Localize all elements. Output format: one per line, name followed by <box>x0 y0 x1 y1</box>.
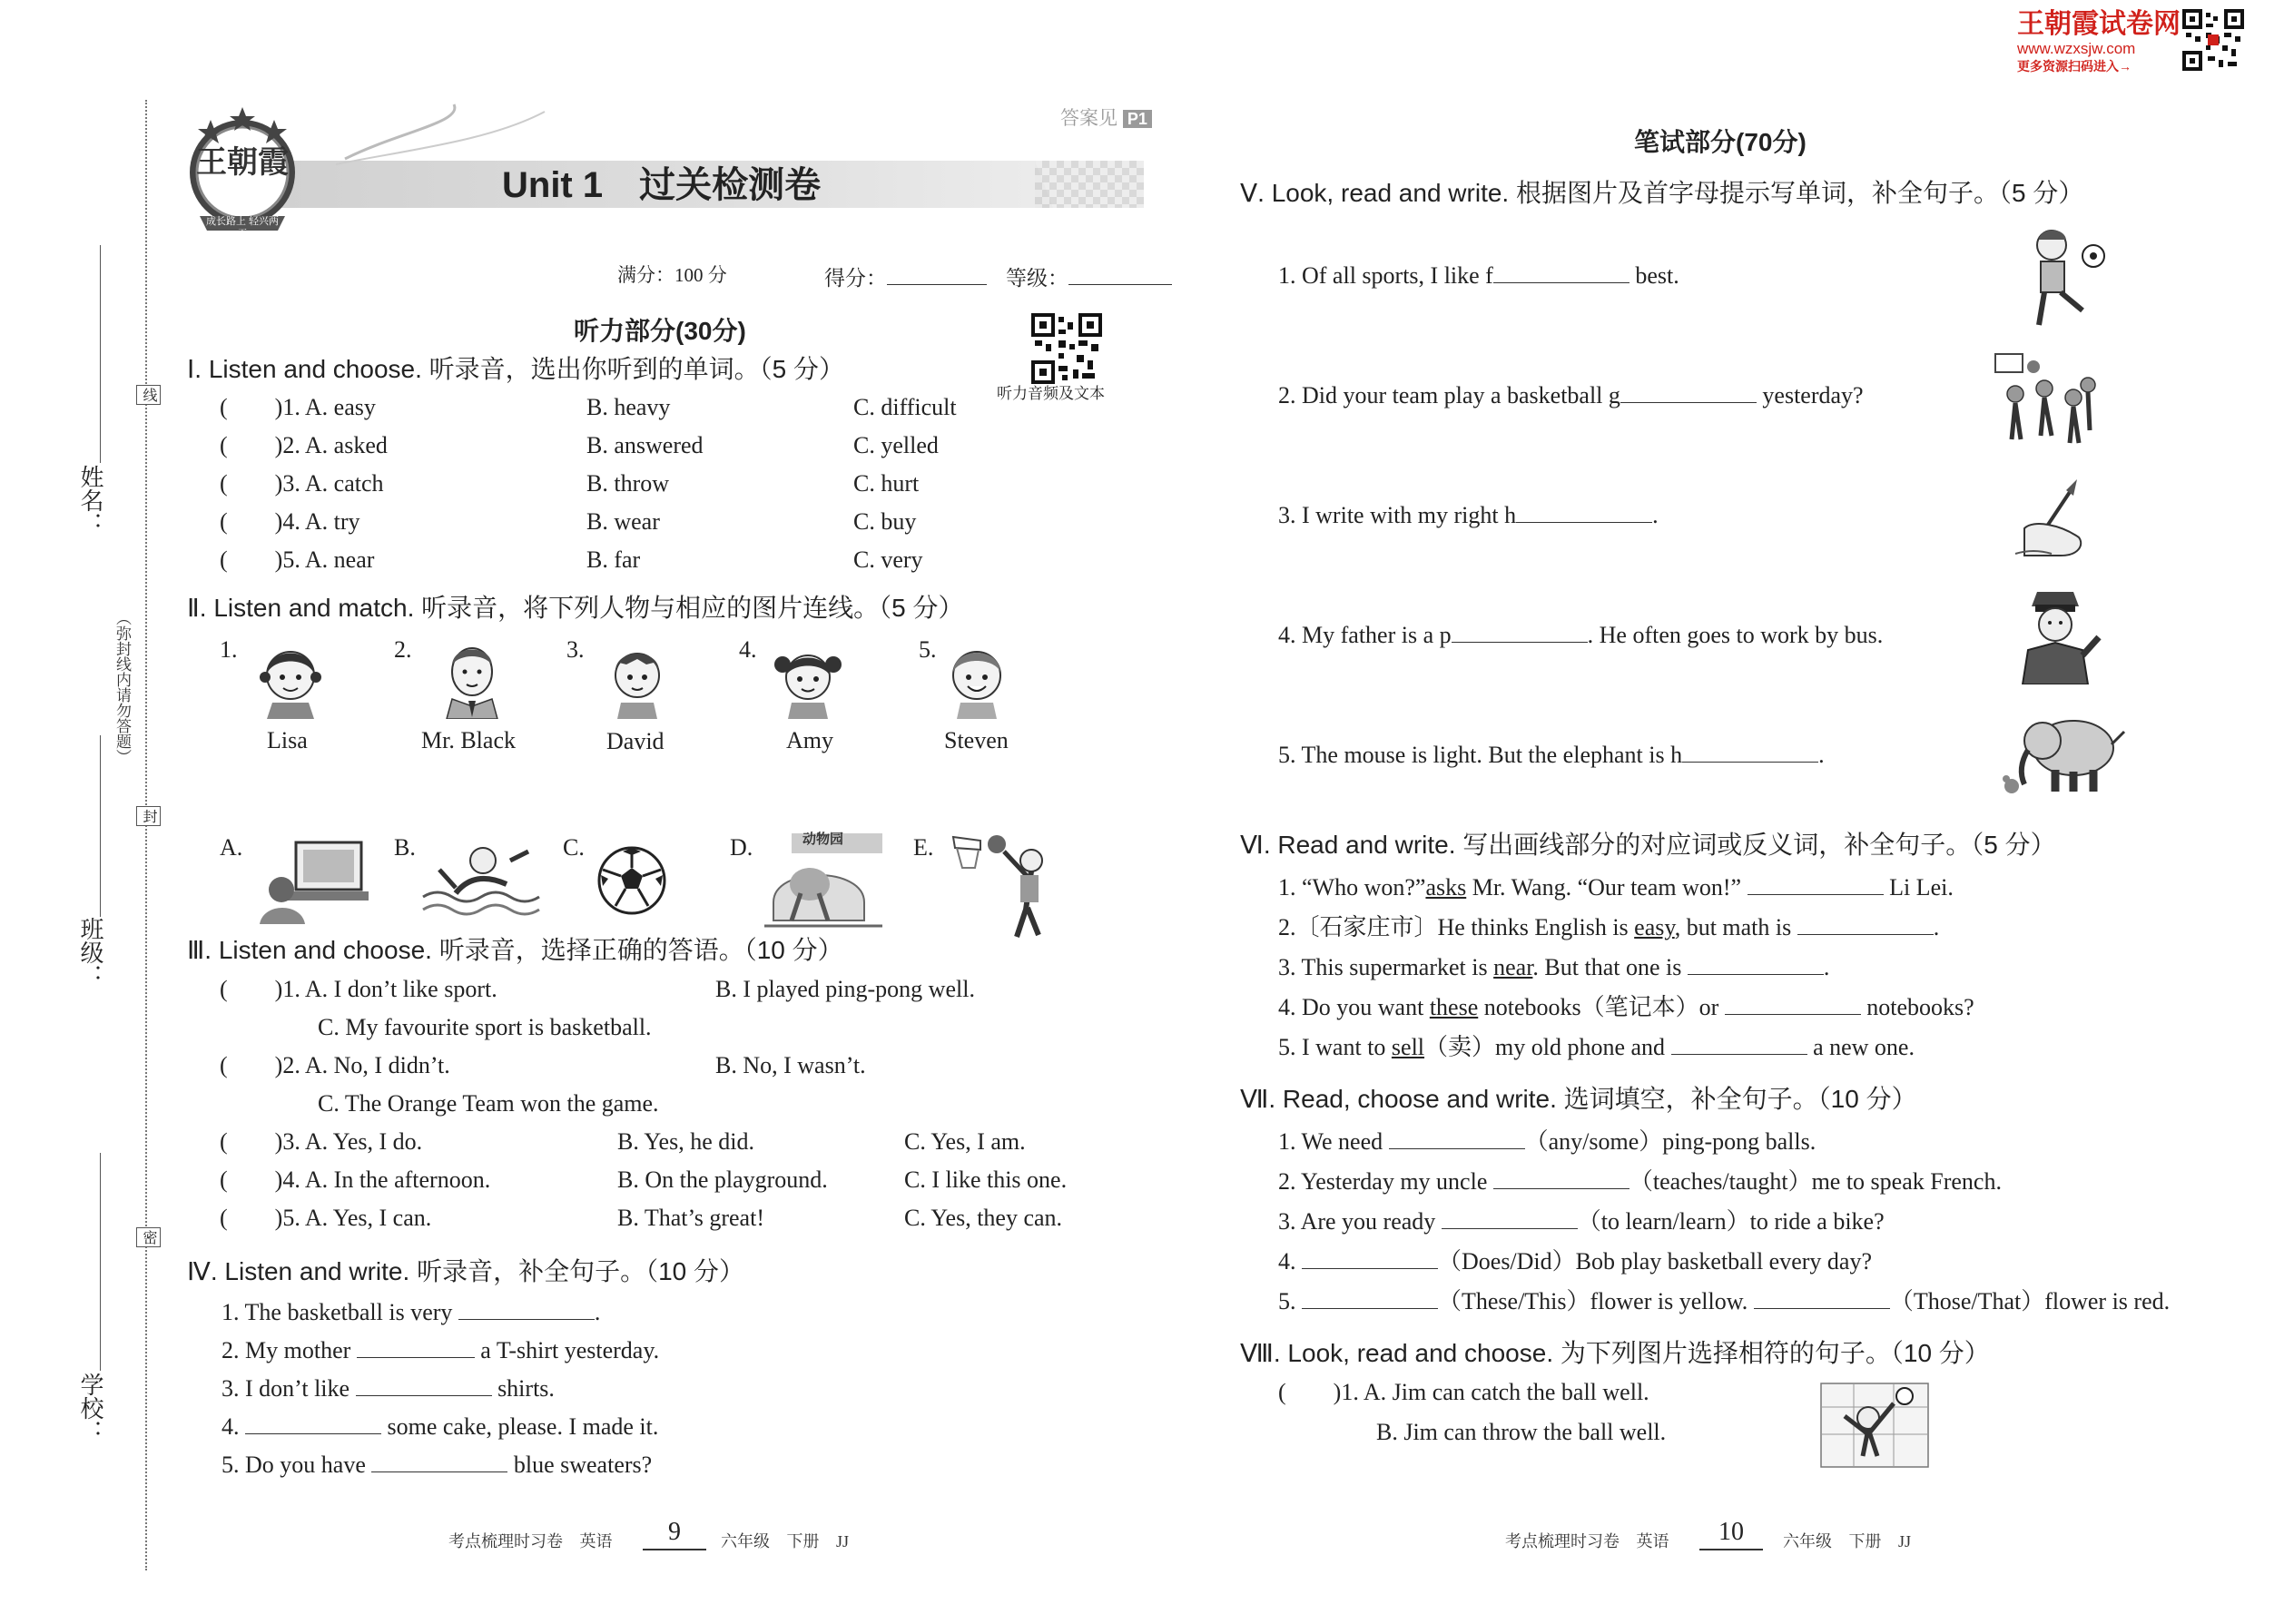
sec4-l5-end: blue sweaters? <box>513 1452 653 1478</box>
sec7-l1-text: 1. We need <box>1278 1128 1383 1155</box>
qr-caption: 听力音频及文本 <box>997 385 1105 402</box>
sec1-q4-b[interactable]: B. wear <box>586 508 660 535</box>
name-line <box>100 245 101 463</box>
sec7-l5-end: （Those/That）flower is red. <box>1889 1288 2171 1314</box>
name-label: 姓名： <box>77 465 104 536</box>
school-line <box>100 1153 101 1371</box>
sec7-line-2 <box>1278 1166 2002 1196</box>
sec6-l5-mid: （卖）my old phone and <box>1424 1034 1666 1060</box>
sec4-heading: Ⅳ. Listen and write. 听录音，补全句子。（10 分） <box>187 1257 744 1285</box>
elephant-mouse-icon[interactable] <box>1997 704 2132 795</box>
sec6-l5-underlined: sell <box>1391 1034 1425 1060</box>
logo-text: 王朝霞 <box>196 144 289 181</box>
sec7-line-1 <box>1278 1126 1816 1156</box>
footer-left-page: 9 <box>668 1518 681 1546</box>
football-player-icon[interactable] <box>2015 223 2106 332</box>
binding-line <box>145 100 147 1570</box>
sec6-heading: Ⅵ. Read and write. 写出画线部分的对应词或反义词，补全句子。（5 分） <box>1240 831 2056 859</box>
answer-page-badge: P1 <box>1123 110 1152 128</box>
sec5-l3-end: . <box>1652 502 1659 528</box>
sec3-q3-c[interactable]: C. Yes, I am. <box>904 1128 1026 1155</box>
footer-left <box>448 1530 613 1552</box>
grade-label: 等级： <box>1006 266 1068 290</box>
sec8-heading: Ⅷ. Look, read and choose. 为下列图片选择相符的句子。（10 分） <box>1240 1339 1990 1367</box>
sec5-line-2 <box>1278 379 1864 410</box>
footer-right-book: 考点梳理时习卷 <box>1505 1532 1620 1550</box>
brand-block <box>2017 9 2181 74</box>
footer-left-book: 考点梳理时习卷 <box>448 1532 563 1550</box>
class-label: 班级： <box>77 917 104 988</box>
full-score: 满分：100 分 <box>617 264 727 286</box>
sec5-l1-blank[interactable] <box>1493 260 1629 283</box>
swimming-icon[interactable] <box>419 833 541 924</box>
sec6-l2-mid: , but math is <box>1674 914 1792 940</box>
logo-slogan: 成长路上 轻兴两天 <box>205 216 280 240</box>
sec6-l2-text: 2.〔石家庄市〕He thinks English is <box>1278 914 1629 940</box>
sec6-l4-text: 4. Do you want <box>1278 994 1424 1020</box>
written-title: 笔试部分(70分) <box>1634 128 1807 156</box>
person-4-name: Amy <box>786 727 833 753</box>
sec3-q4-b[interactable]: B. On the playground. <box>617 1166 828 1193</box>
sec1-q5-c[interactable]: C. very <box>853 546 923 573</box>
picture-b-label: B. <box>394 834 416 861</box>
person-1-name: Lisa <box>267 727 308 753</box>
sec2-heading: Ⅱ. Listen and match. 听录音，将下列人物与相应的图片连线。（5 分） <box>187 594 964 622</box>
sec4-l2-blank[interactable] <box>357 1334 475 1358</box>
footer-left-meta <box>721 1530 849 1552</box>
sec4-line-5 <box>222 1449 652 1480</box>
sec6-l4-underlined: these <box>1429 994 1479 1020</box>
sec6-l4-end: notebooks? <box>1866 994 1974 1020</box>
footer-right-page-box <box>1699 1518 1763 1550</box>
sec8-q1[interactable]: ( )1. A. Jim can catch the ball well. <box>1278 1379 1649 1405</box>
sec1-q4-c[interactable]: C. buy <box>853 508 917 535</box>
sec5-l1-text: 1. Of all sports, I like f <box>1278 262 1493 289</box>
sec3-q3[interactable]: ( )3. A. Yes, I do. <box>220 1128 423 1155</box>
sec4-l4-end: some cake, please. I made it. <box>387 1413 659 1440</box>
sec6-line-2 <box>1278 911 1939 942</box>
sec7-line-4 <box>1278 1245 1872 1276</box>
sec6-l1-end: Li Lei. <box>1889 874 1954 901</box>
catching-ball-icon[interactable] <box>1817 1380 1932 1471</box>
sec7-l5-blank-2[interactable] <box>1754 1285 1890 1309</box>
sec6-line-3 <box>1278 951 1829 982</box>
sec4-l1-blank[interactable] <box>458 1296 595 1320</box>
footer-right-page: 10 <box>1718 1518 1744 1546</box>
sec3-q2-b[interactable]: B. No, I wasn’t. <box>715 1052 866 1078</box>
sec7-l4-text: 4. <box>1278 1248 1296 1275</box>
binding-mark-seal: 封 <box>136 806 161 826</box>
sec3-q5-b[interactable]: B. That’s great! <box>617 1205 764 1231</box>
sec5-l4-blank[interactable] <box>1452 619 1588 643</box>
sec1-q3-b[interactable]: B. throw <box>586 470 669 497</box>
footer-right-grade: 六年级 <box>1783 1532 1832 1550</box>
sec7-l3-end: （to learn/learn）to ride a bike? <box>1577 1208 1885 1235</box>
sec4-line-4 <box>222 1411 658 1442</box>
binding-mark-secret: 密 <box>136 1227 161 1247</box>
sec1-heading: Ⅰ. Listen and choose. 听录音，选出你听到的单词。（5 分） <box>187 355 845 383</box>
sec1-q1-b[interactable]: B. heavy <box>586 394 671 420</box>
footer-left-term: 下册 <box>786 1532 820 1550</box>
sec6-l3-blank[interactable] <box>1688 951 1824 975</box>
sec6-line-4 <box>1278 991 1974 1022</box>
person-5-num: 5. <box>919 636 937 663</box>
sec8-q1-b[interactable]: B. Jim can throw the ball well. <box>1376 1419 1667 1445</box>
sec5-line-5 <box>1278 739 1825 770</box>
class-line <box>100 735 101 917</box>
watching-tv-icon[interactable] <box>251 833 369 924</box>
sec5-l5-text: 5. The mouse is light. But the elephant is h <box>1278 742 1683 768</box>
sec4-l5-text: 5. Do you have <box>222 1452 366 1478</box>
boy-smile-icon[interactable] <box>940 637 1013 719</box>
sec6-l2-underlined: easy <box>1634 914 1675 940</box>
footer-left-subject: 英语 <box>579 1532 613 1550</box>
sec6-l3-mid: . But that one is <box>1532 954 1682 980</box>
sec1-q5[interactable]: ( )5. A. near <box>220 546 375 573</box>
footer-right <box>1505 1530 1669 1552</box>
footer-right-edition: JJ <box>1898 1532 1912 1550</box>
sec7-l5-text: 5. <box>1278 1288 1296 1314</box>
binding-mark-line: 线 <box>136 385 161 405</box>
sec3-q4-c[interactable]: C. I like this one. <box>904 1166 1068 1193</box>
person-2-name: Mr. Black <box>421 727 516 753</box>
sec7-l2-end: （teaches/taught）me to speak French. <box>1629 1168 2002 1195</box>
grade-field[interactable] <box>1006 261 1172 290</box>
person-5-name: Steven <box>944 727 1009 753</box>
sec7-l3-text: 3. Are you ready <box>1278 1208 1436 1235</box>
sec6-l3-text: 3. This supermarket is <box>1278 954 1488 980</box>
sec1-q3-c[interactable]: C. hurt <box>853 470 920 497</box>
score-field[interactable] <box>824 261 987 290</box>
footer-right-meta <box>1783 1530 1911 1552</box>
sec5-l3-blank[interactable] <box>1516 499 1652 523</box>
person-3-name: David <box>606 728 665 754</box>
sec7-l4-blank[interactable] <box>1302 1245 1438 1269</box>
sec4-line-3 <box>222 1373 555 1403</box>
sec7-l5-mid: （These/This）flower is yellow. <box>1438 1288 1748 1314</box>
sec1-q3[interactable]: ( )3. A. catch <box>220 470 384 497</box>
sec6-l2-end: . <box>1933 914 1940 940</box>
site-hint: 更多资源扫码进入→ <box>2017 59 2132 74</box>
person-1-num: 1. <box>220 636 238 663</box>
sec4-l1-end: . <box>594 1299 601 1325</box>
sec5-l2-text: 2. Did your team play a basketball g <box>1278 382 1620 408</box>
sec4-l2-end: a T-shirt yesterday. <box>480 1337 660 1363</box>
sec7-l2-blank[interactable] <box>1493 1166 1629 1189</box>
sec5-line-4 <box>1278 619 1883 650</box>
picture-e-label: E. <box>913 834 934 861</box>
sec7-heading: Ⅶ. Read, choose and write. 选词填空，补全句子。（10 分） <box>1240 1085 1917 1113</box>
score-label: 得分： <box>824 266 887 290</box>
site-url: www.wzxsjw.com <box>2017 40 2136 57</box>
sec5-l5-end: . <box>1818 742 1825 768</box>
listening-qr-icon[interactable] <box>1031 313 1102 384</box>
sec3-q2[interactable]: ( )2. A. No, I didn’t. <box>220 1052 450 1078</box>
score-blank[interactable] <box>887 261 987 285</box>
picture-c-label: C. <box>563 834 585 861</box>
sec6-l4-mid: notebooks（笔记本）or <box>1483 994 1719 1020</box>
sec5-l4-text: 4. My father is a p <box>1278 622 1452 648</box>
sec5-l4-end: . He often goes to work by bus. <box>1587 622 1884 648</box>
sec1-q1[interactable]: ( )1. A. easy <box>220 394 376 420</box>
sec7-l2-text: 2. Yesterday my uncle <box>1278 1168 1488 1195</box>
answer-ref <box>1060 107 1152 131</box>
grade-blank[interactable] <box>1068 261 1172 285</box>
sec7-l5-blank-1[interactable] <box>1302 1285 1438 1309</box>
sec6-l5-blank[interactable] <box>1671 1031 1807 1055</box>
person-2-num: 2. <box>394 636 412 663</box>
sec4-l3-blank[interactable] <box>356 1373 492 1396</box>
sec4-l1-text: 1. The basketball is very <box>222 1299 453 1325</box>
site-name: 王朝霞试卷网 <box>2017 9 2181 39</box>
sec3-q1-b[interactable]: B. I played ping-pong well. <box>715 976 975 1002</box>
sec5-l3-text: 3. I write with my right h <box>1278 502 1517 528</box>
sec5-l2-blank[interactable] <box>1620 379 1757 403</box>
sec6-l2-blank[interactable] <box>1797 911 1934 935</box>
sec6-l3-end: . <box>1823 954 1830 980</box>
page-title: Unit 1 过关检测卷 <box>502 165 822 205</box>
man-face-icon[interactable] <box>438 637 507 719</box>
sec3-q5[interactable]: ( )5. A. Yes, I can. <box>220 1205 432 1231</box>
sec4-l3-text: 3. I don’t like <box>222 1375 350 1402</box>
answer-ref-text: 答案见 <box>1060 108 1117 129</box>
footer-left-edition: JJ <box>836 1532 850 1550</box>
police-officer-icon[interactable] <box>2004 583 2106 684</box>
sec7-l3-blank[interactable] <box>1442 1206 1578 1229</box>
footer-right-subject: 英语 <box>1636 1532 1669 1550</box>
sec4-l5-blank[interactable] <box>371 1449 507 1472</box>
sec5-heading: Ⅴ. Look, read and write. 根据图片及首字母提示写单词，补全句子。（5 分） <box>1240 179 2084 207</box>
basketball-game-icon[interactable] <box>1988 349 2106 448</box>
sec1-q2-b[interactable]: B. answered <box>586 432 704 458</box>
footer-left-grade: 六年级 <box>721 1532 770 1550</box>
sec3-q2-c[interactable]: C. The Orange Team won the game. <box>318 1090 659 1117</box>
sec4-l4-blank[interactable] <box>245 1411 381 1434</box>
school-label: 学校： <box>77 1373 104 1443</box>
sec5-l1-end: best. <box>1635 262 1679 289</box>
sec3-heading: Ⅲ. Listen and choose. 听录音，选择正确的答语。（10 分） <box>187 936 843 964</box>
listening-title: 听力部分(30分) <box>574 317 746 345</box>
picture-d-label: D. <box>730 834 753 861</box>
sec5-l5-blank[interactable] <box>1682 739 1818 763</box>
sec4-l2-text: 2. My mother <box>222 1337 351 1363</box>
sec6-l1-mid: Mr. Wang. “Our team won!” <box>1472 874 1742 901</box>
sec7-l1-blank[interactable] <box>1389 1126 1525 1149</box>
sec7-line-3 <box>1278 1206 1885 1236</box>
sec3-q3-b[interactable]: B. Yes, he did. <box>617 1128 754 1155</box>
sec3-q1[interactable]: ( )1. A. I don’t like sport. <box>220 976 497 1002</box>
seal-note: （弥封线内请勿答题） <box>113 610 131 764</box>
sec6-l5-text: 5. I want to <box>1278 1034 1386 1060</box>
sec6-line-1 <box>1278 871 1954 902</box>
footer-right-term: 下册 <box>1848 1532 1882 1550</box>
sec5-line-1 <box>1278 260 1679 290</box>
girl-ponytail-icon[interactable] <box>772 637 844 719</box>
sec1-q4[interactable]: ( )4. A. try <box>220 508 360 535</box>
zoo-sign: 动物园 <box>802 832 844 847</box>
sec1-q2-c[interactable]: C. yelled <box>853 432 939 458</box>
sec7-l1-end: （any/some）ping-pong balls. <box>1524 1128 1816 1155</box>
sec7-l4-end: （Does/Did）Bob play basketball every day? <box>1438 1248 1872 1275</box>
basketball-player-icon[interactable] <box>944 828 1062 940</box>
boy-face-icon[interactable] <box>603 637 672 719</box>
sec3-q4[interactable]: ( )4. A. In the afternoon. <box>220 1166 491 1193</box>
sec5-line-3 <box>1278 499 1659 530</box>
sec4-l3-end: shirts. <box>497 1375 555 1402</box>
sec4-line-1 <box>222 1296 600 1327</box>
sec3-q5-c[interactable]: C. Yes, they can. <box>904 1205 1063 1231</box>
sec6-l3-underlined: near <box>1493 954 1533 980</box>
girl-face-icon[interactable] <box>256 637 325 719</box>
sec6-l4-blank[interactable] <box>1725 991 1861 1015</box>
person-4-num: 4. <box>739 636 757 663</box>
sec3-q1-c[interactable]: C. My favourite sport is basketball. <box>318 1014 652 1040</box>
sec6-l5-end: a new one. <box>1813 1034 1915 1060</box>
sec6-line-5 <box>1278 1031 1915 1062</box>
sec1-q5-b[interactable]: B. far <box>586 546 641 573</box>
sec6-l1-underlined: asks <box>1425 874 1467 901</box>
sec6-l1-text: 1. “Who won?” <box>1278 874 1426 901</box>
footer-left-page-box <box>643 1518 706 1550</box>
sec6-l1-blank[interactable] <box>1748 871 1884 895</box>
sec4-line-2 <box>222 1334 659 1365</box>
sec4-l4-text: 4. <box>222 1413 240 1440</box>
soccer-ball-icon[interactable] <box>596 844 668 917</box>
person-3-num: 3. <box>566 636 585 663</box>
writing-hand-icon[interactable] <box>2006 474 2097 559</box>
sec7-line-5 <box>1278 1285 2170 1316</box>
sec1-q1-c[interactable]: C. difficult <box>853 394 957 420</box>
site-qr-icon[interactable] <box>2182 9 2244 71</box>
sec5-l2-end: yesterday? <box>1762 382 1864 408</box>
sec1-q2[interactable]: ( )2. A. asked <box>220 432 388 458</box>
picture-a-label: A. <box>220 834 243 861</box>
